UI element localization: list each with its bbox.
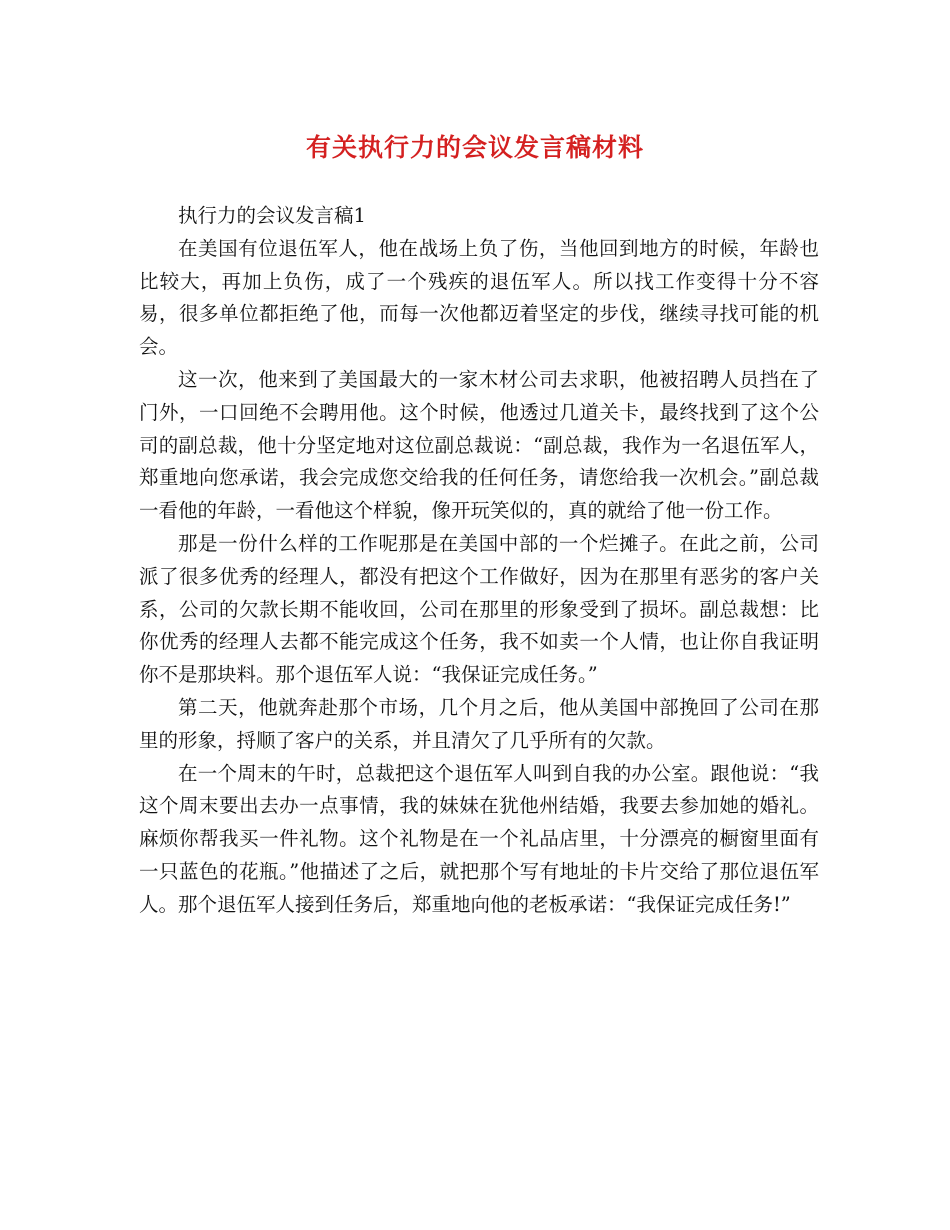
paragraph-3: 那是一份什么样的工作呢那是在美国中部的一个烂摊子。在此之前，公司派了很多优秀的经理人，都没有把这个工作做好，因为在那里有恶劣的客户关系，公司的欠款长期不能收回，公司在那里的形象受到了损坏。副总裁想：比你优秀的经理人去都不能完成这个任务，我不如卖一个人情，也让你自我证明你不是那块料。那个退伍军人说：“我保证完成任务。”: [139, 531, 819, 687]
paragraph-4: 第二天，他就奔赴那个市场，几个月之后，他从美国中部挽回了公司在那里的形象，捋顺了客户的关系，并且清欠了几乎所有的欠款。: [139, 695, 819, 752]
paragraph-5: 在一个周末的午时，总裁把这个退伍军人叫到自我的办公室。跟他说：“我这个周末要出去办一点事情，我的妹妹在犹他州结婚，我要去参加她的婚礼。麻烦你帮我买一件礼物。这个礼物是在一个礼品店里，十分漂亮的橱窗里面有一只蓝色的花瓶。”他描述了之后，就把那个写有地址的卡片交给了那位退伍军人。那个退伍军人接到任务后，郑重地向他的老板承诺：“我保证完成任务!”: [139, 761, 819, 916]
section-heading: 执行力的会议发言稿1: [178, 204, 366, 227]
paragraph-1: 在美国有位退伍军人，他在战场上负了伤，当他回到地方的时候，年龄也比较大，再加上负伤，成了一个残疾的退伍军人。所以找工作变得十分不容易，很多单位都拒绝了他，而每一次他都迈着坚定的步伐，继续寻找可能的机会。: [139, 236, 819, 359]
document-title: 有关执行力的会议发言稿材料: [305, 133, 644, 162]
paragraph-2: 这一次，他来到了美国最大的一家木材公司去求职，他被招聘人员挡在了门外，一口回绝不会聘用他。这个时候，他透过几道关卡，最终找到了这个公司的副总裁，他十分坚定地对这位副总裁说：“副总裁，我作为一名退伍军人，郑重地向您承诺，我会完成您交给我的任何任务，请您给我一次机会。”副总裁一看他的年龄，一看他这个样貌，像开玩笑似的，真的就给了他一份工作。: [139, 367, 819, 523]
document-body: [139, 200, 819, 922]
